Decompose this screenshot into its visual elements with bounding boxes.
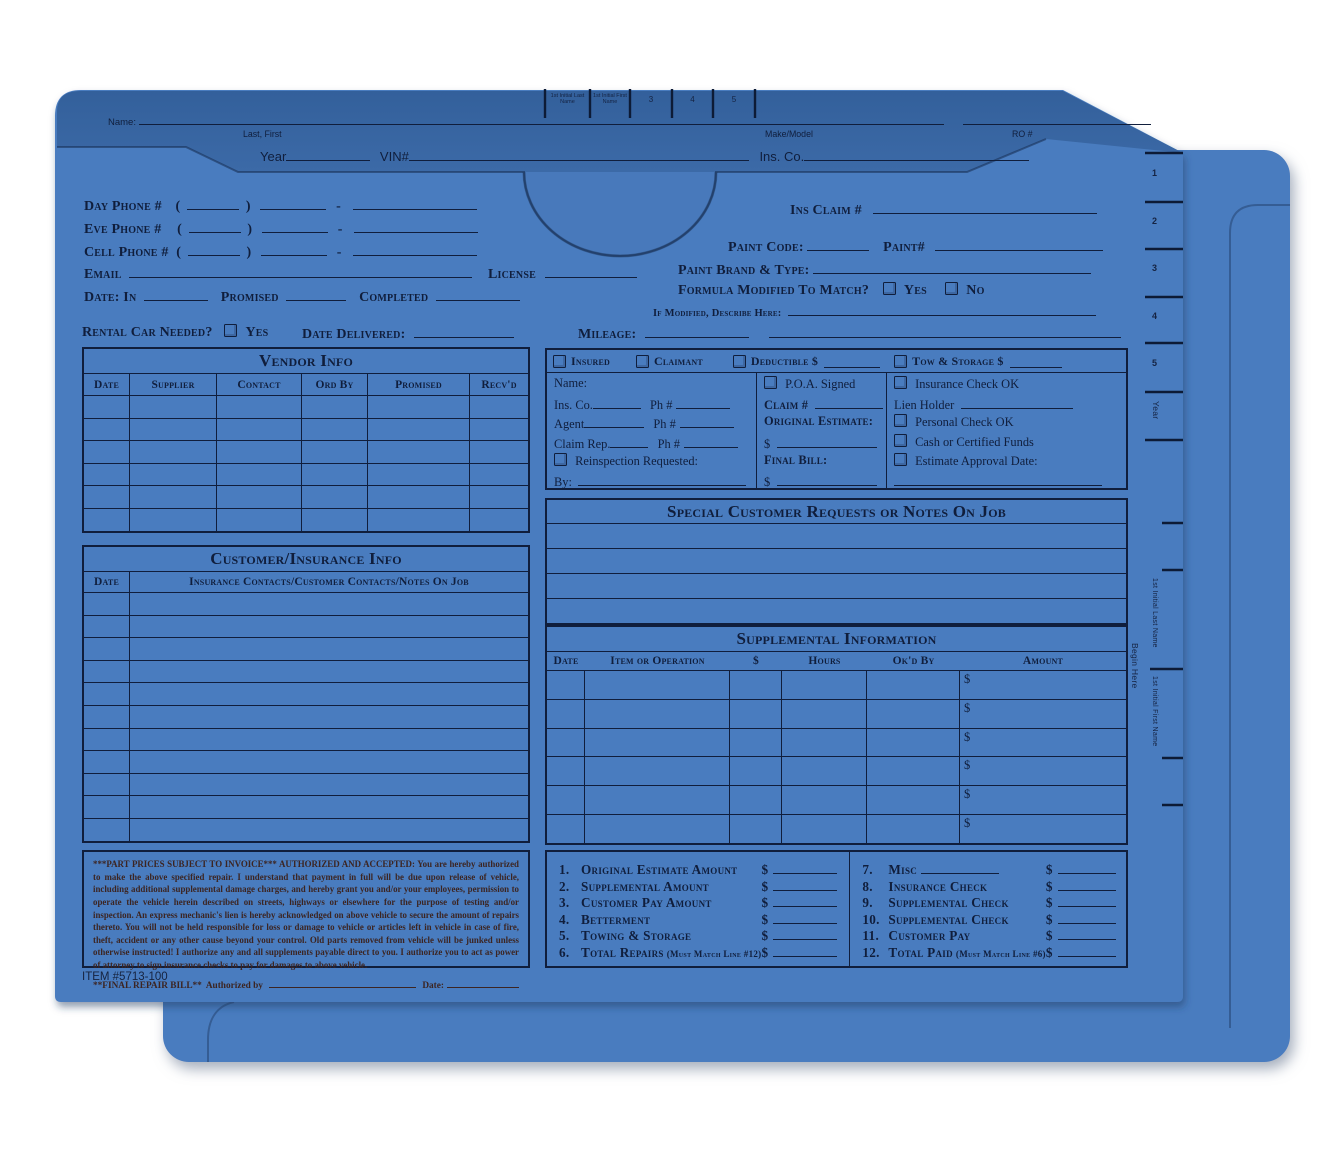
insurance-col-contacts: Name: Ins. Co. Ph # Agent Ph # Claim Rep. Ph # Reinspection Requested: By: — [547, 373, 757, 489]
insured-checkbox-icon — [553, 355, 566, 368]
email-row: Email — [84, 264, 472, 283]
special-blank-row — [547, 548, 1126, 573]
supplemental-title: Supplemental Information — [736, 629, 937, 648]
top-tab-3: 3 — [648, 95, 654, 104]
insurance-box — [545, 348, 1128, 490]
customer-info-blank-row — [84, 773, 528, 796]
side-tab-3: 3 — [1152, 263, 1158, 273]
ins-claim-row: Ins Claim # — [790, 200, 1097, 219]
ro-field-line — [963, 111, 1151, 125]
supplemental-table — [545, 625, 1128, 845]
customer-info-blank-row — [84, 637, 528, 660]
vendor-table — [82, 347, 530, 533]
side-tab-initial-first: 1st Initial First Name — [1151, 676, 1158, 747]
customer-info-blank-row — [84, 728, 528, 751]
final-date-line — [447, 978, 519, 988]
insurance-col-estimate: P.O.A. Signed Claim # Original Estimate: $ Final Bill: $ — [757, 373, 887, 489]
no-checkbox-icon — [945, 282, 958, 295]
date-delivered-line — [414, 324, 514, 338]
email-line — [129, 264, 472, 278]
reinspection-checkbox-icon — [554, 453, 567, 466]
customer-info-blank-row — [84, 795, 528, 818]
mileage-line-2 — [769, 324, 1121, 338]
supplemental-blank-row: $ — [547, 728, 1126, 757]
customer-info-blank-row — [84, 682, 528, 705]
by-line — [578, 472, 746, 486]
year-vin-row — [260, 147, 1029, 164]
vendor-title: Vendor Info — [258, 351, 353, 370]
special-requests-box — [545, 498, 1128, 625]
customer-info-blank-row — [84, 750, 528, 773]
ins-claim-line — [873, 200, 1097, 214]
legal-body: You are hereby authorized to make the above specified repair. I understand that payment in full will be due upon release of vehicle, including additional supplemental damage charges, and hereby grant you and/or your employees, permission to operate the vehicle herein described on streets, highways or elsewhere for the purpose of testing and/or inspection. An express mechanic's lien is hereby acknowledged on above vehicle to secure the amount of repairs thereto. You will not be held responsible for loss or damage to vehicle or articles left in vehicle in case of fire, theft, accident or any other cause beyond your control. Old parts removed from vehicle will be junked unless otherwise instructed! I authorize any and all supplements payable direct to you. I authorize you to act as power of attorney to sign insurance checks to pay for damages to above vehicle. — [93, 859, 519, 971]
vendor-blank-row — [84, 485, 528, 508]
top-tab-initial-first: 1st Initial First Name — [593, 93, 627, 106]
name-field-line — [139, 111, 944, 125]
authorized-by-line — [269, 978, 416, 988]
paint-brand-line — [813, 260, 1091, 274]
year-label: Year — [260, 149, 287, 164]
special-title: Special Customer Requests or Notes On Job — [667, 501, 1006, 521]
yes-checkbox-icon — [883, 282, 896, 295]
date-in-line — [144, 287, 208, 301]
total-row-11: 11. Customer Pay $ — [862, 926, 1115, 943]
supplemental-blank-row: $ — [547, 814, 1126, 843]
vin-label: VIN# — [379, 149, 409, 164]
ins-co-label: Ins. Co. — [759, 149, 805, 164]
special-blank-row — [547, 598, 1126, 623]
dates-row: Date: In Promised Completed — [84, 287, 520, 306]
customer-info-header-row: Date Insurance Contacts/Customer Contacts/Notes On Job — [84, 571, 528, 592]
customer-info-blank-row — [84, 818, 528, 841]
supplemental-blank-row: $ — [547, 785, 1126, 814]
side-tab-5: 5 — [1152, 358, 1158, 368]
tow-checkbox-icon — [894, 355, 907, 368]
paint-code-line — [807, 237, 869, 251]
mileage-line — [645, 324, 749, 338]
customer-info-table — [82, 545, 530, 843]
license-line — [545, 264, 637, 278]
formula-row: Formula Modified To Match? Yes No — [678, 283, 985, 298]
name-sub: Last, First — [243, 129, 282, 139]
legal-lead: ***PART PRICES SUBJECT TO INVOICE*** AUTHORIZED AND ACCEPTED: — [93, 859, 415, 869]
cell-phone-row: Cell Phone # ( ) - — [84, 242, 477, 261]
side-tab-initial-last: 1st Initial Last Name — [1151, 578, 1158, 648]
paint-brand-row: Paint Brand & Type: — [678, 260, 1091, 279]
vendor-blank-row — [84, 508, 528, 531]
special-blank-row — [547, 573, 1126, 598]
top-tab-5: 5 — [731, 95, 737, 104]
rental-yes-checkbox-icon — [224, 324, 237, 337]
totals-left — [547, 852, 850, 966]
ro-line — [963, 111, 1151, 128]
cash-checkbox-icon — [894, 434, 907, 447]
supplemental-header-row: Date Item or Operation $ Hours Ok'd By Amount — [547, 651, 1126, 670]
special-blank-row — [547, 523, 1126, 548]
vendor-blank-row — [84, 395, 528, 418]
insurance-checkbox-row: Insured Claimant Deductible $ Tow & Storage $ — [547, 350, 1126, 373]
deductible-line — [824, 354, 880, 368]
eve-phone-row: Eve Phone # ( ) - — [84, 219, 478, 238]
if-modified-line — [788, 305, 1096, 316]
total-row-2: 2. Supplemental Amount $ — [559, 877, 837, 894]
rental-row: Rental Car Needed? Yes — [82, 325, 269, 340]
promised-line — [286, 287, 346, 301]
total-row-12: 12. Total Paid (Must Match Line #6) $ — [862, 943, 1115, 960]
total-row-6: 6. Total Repairs (Must Match Line #12) $ — [559, 943, 837, 960]
personal-check-checkbox-icon — [894, 414, 907, 427]
customer-info-blank-row — [84, 592, 528, 615]
tow-line — [1010, 354, 1062, 368]
side-tab-1: 1 — [1152, 168, 1158, 178]
number-line — [353, 196, 477, 210]
total-row-4: 4. Betterment $ — [559, 910, 837, 927]
totals-right — [850, 852, 1129, 966]
approval-date-line — [894, 472, 1102, 486]
total-row-10: 10. Supplemental Check $ — [862, 910, 1115, 927]
top-tab-4: 4 — [690, 95, 695, 104]
name-label: Name: — [108, 117, 136, 128]
area-code-line — [187, 196, 239, 210]
side-tab-2: 2 — [1152, 216, 1158, 226]
prefix-line — [260, 196, 326, 210]
name-row — [108, 111, 944, 128]
license-row: License — [488, 264, 637, 283]
supplemental-blank-row: $ — [547, 699, 1126, 728]
vendor-blank-row — [84, 418, 528, 441]
vendor-header-row: Date Supplier Contact Ord By Promised Recv'd — [84, 373, 528, 395]
total-row-1: 1. Original Estimate Amount $ — [559, 860, 837, 877]
date-delivered-row: Date Delivered: — [302, 324, 514, 343]
side-tab-4: 4 — [1152, 311, 1158, 321]
vendor-blank-row — [84, 463, 528, 486]
total-row-3: 3. Customer Pay Amount $ — [559, 893, 837, 910]
top-tab-initial-last: 1st Initial Last Name — [550, 93, 585, 106]
ins-check-checkbox-icon — [894, 376, 907, 389]
supplemental-blank-row: $ — [547, 670, 1126, 699]
side-tab-year: Year — [1151, 401, 1161, 420]
item-number: ITEM #5713-100 — [82, 971, 168, 983]
customer-info-blank-row — [84, 705, 528, 728]
final-bill-row: **FINAL REPAIR BILL** Authorized by Date: — [93, 978, 519, 993]
if-modified-row: If Modified, Describe Here: — [653, 305, 1096, 319]
misc-line — [921, 860, 999, 874]
customer-info-blank-row — [84, 615, 528, 638]
mileage-row: Mileage: — [578, 324, 1121, 343]
customer-info-blank-row — [84, 660, 528, 683]
paint-num-line — [935, 237, 1103, 251]
total-row-8: 8. Insurance Check $ — [862, 877, 1115, 894]
deductible-checkbox-icon — [733, 355, 746, 368]
completed-line — [436, 287, 520, 301]
poa-checkbox-icon — [764, 376, 777, 389]
ro-label: RO # — [1012, 129, 1033, 139]
day-phone-row: Day Phone # ( ) - — [84, 196, 477, 215]
totals-box — [545, 850, 1128, 968]
insurance-col-payment: Insurance Check OK Lien Holder Personal Check OK Cash or Certified Funds Estimate Approval Date: — [887, 373, 1126, 489]
customer-info-title: Customer/Insurance Info — [210, 549, 402, 568]
vendor-blank-row — [84, 440, 528, 463]
make-model-label: Make/Model — [765, 129, 813, 139]
claimant-checkbox-icon — [636, 355, 649, 368]
approval-checkbox-icon — [894, 453, 907, 466]
paint-code-row: Paint Code: Paint# — [728, 237, 1103, 256]
total-row-7: 7. Misc $ — [862, 860, 1115, 877]
side-tab-begin-here: Begin Here — [1130, 643, 1140, 689]
total-row-9: 9. Supplemental Check $ — [862, 893, 1115, 910]
total-row-5: 5. Towing & Storage $ — [559, 926, 837, 943]
supplemental-blank-row: $ — [547, 756, 1126, 785]
